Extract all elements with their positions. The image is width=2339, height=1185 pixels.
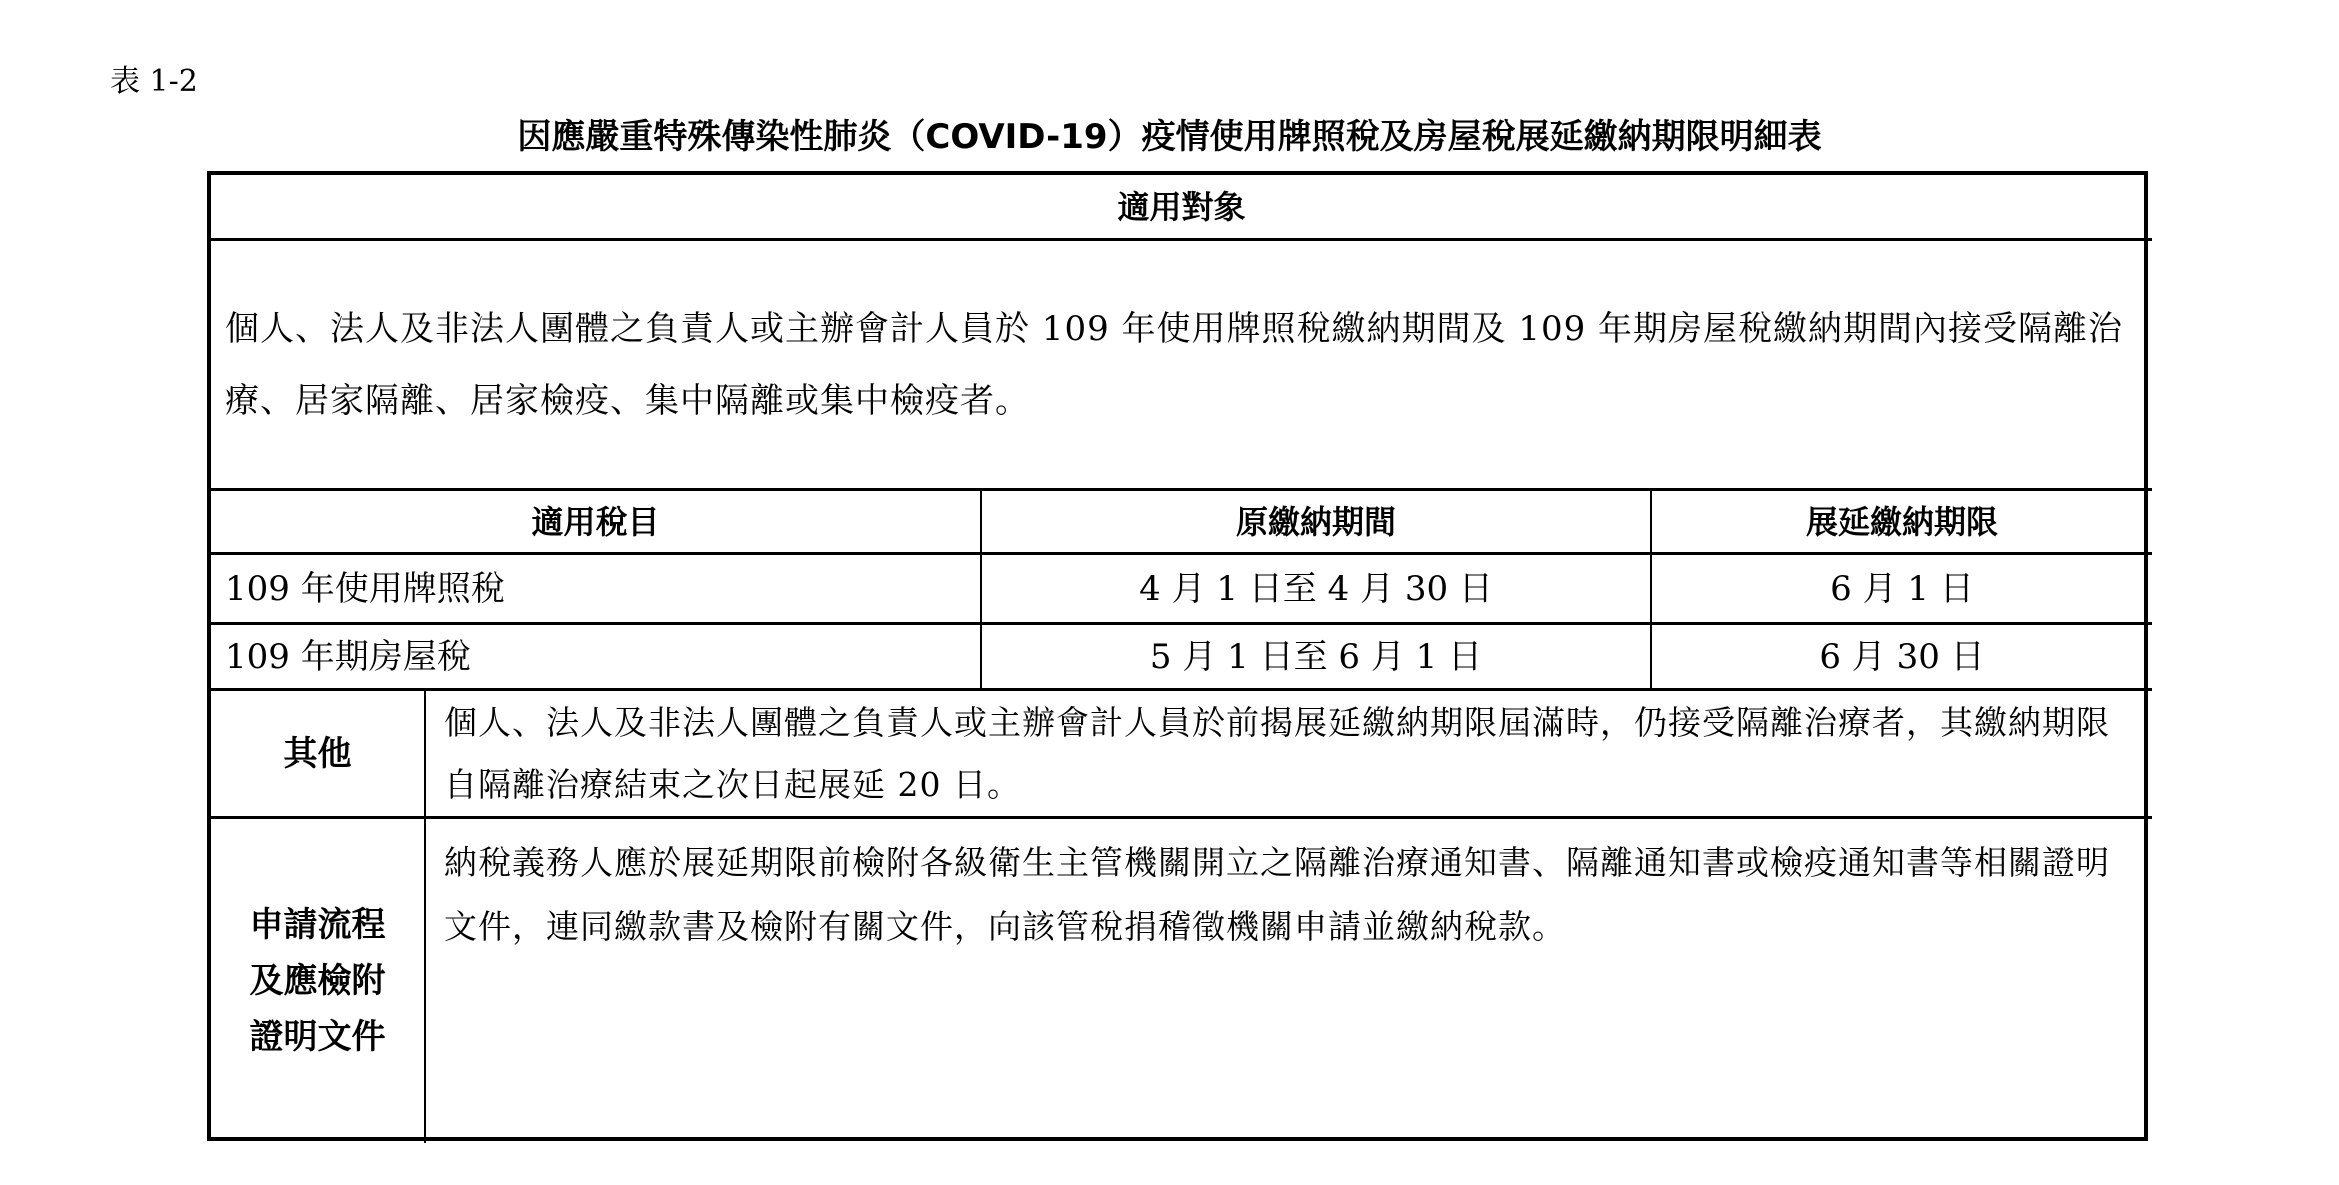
extended-deadline-house-tax: 6 月 30 日 <box>1652 625 2152 691</box>
other-label: 其他 <box>211 691 426 819</box>
application-process-text: 納稅義務人應於展延期限前檢附各級衛生主管機關開立之隔離治療通知書、隔離通知書或檢疫通知書等相關證明文件，連同繳款書及檢附有關文件，向該管稅捐稽徵機關申請並繳納稅款。 <box>444 843 2110 946</box>
other-text: 個人、法人及非法人團體之負責人或主辦會計人員於前揭展延繳納期限屆滿時，仍接受隔離治療者，其繳納期限自隔離治療結束之次日起展延 20 日。 <box>426 691 2152 819</box>
table-number: 表 1-2 <box>110 64 198 99</box>
application-process-label <box>211 819 426 1143</box>
extended-deadline-vehicle-license-tax: 6 月 1 日 <box>1652 555 2152 625</box>
tax-item-vehicle-license-tax: 109 年使用牌照稅 <box>211 555 982 625</box>
applicable-target-description: 個人、法人及非法人團體之負責人或主辦會計人員於 109 年使用牌照稅繳納期間及 109 年期房屋稅繳納期間內接受隔離治療、居家隔離、居家檢疫、集中隔離或集中檢疫者。 <box>211 241 2152 491</box>
application-label-line-1: 申請流程 <box>249 905 386 945</box>
extended-deadline-column-header: 展延繳納期限 <box>1652 491 2152 555</box>
tax-item-column-header: 適用稅目 <box>211 491 982 555</box>
application-label-line-3: 證明文件 <box>249 1017 386 1057</box>
application-label-line-2: 及應檢附 <box>249 961 386 1001</box>
tax-extension-table <box>207 171 2148 1141</box>
original-period-house-tax: 5 月 1 日至 6 月 1 日 <box>982 625 1652 691</box>
applicable-target-heading: 適用對象 <box>211 175 2152 241</box>
tax-item-house-tax: 109 年期房屋稅 <box>211 625 982 691</box>
original-period-column-header: 原繳納期間 <box>982 491 1652 555</box>
document-title: 因應嚴重特殊傳染性肺炎（COVID-19）疫情使用牌照稅及房屋稅展延繳納期限明細表 <box>517 117 1822 157</box>
original-period-vehicle-license-tax: 4 月 1 日至 4 月 30 日 <box>982 555 1652 625</box>
